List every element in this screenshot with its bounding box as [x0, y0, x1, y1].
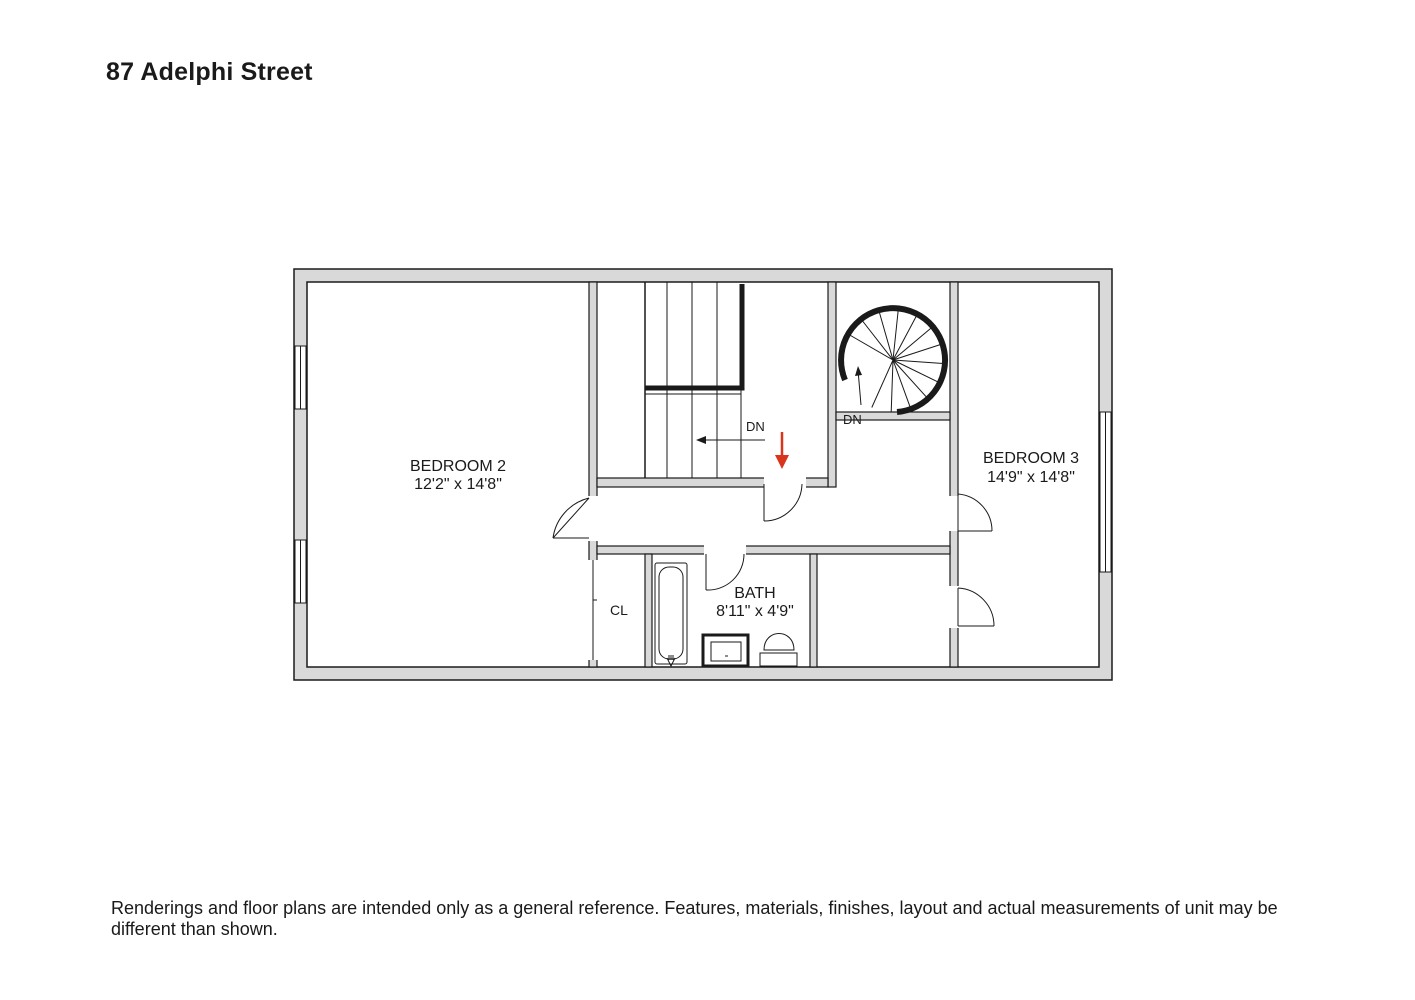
bedroom-2-name: BEDROOM 2: [409, 458, 507, 475]
bedroom-2-dimensions: 12'2" x 14'8": [414, 476, 502, 493]
bedroom-3-dimensions: 14'9" x 14'8": [987, 469, 1075, 486]
page-title: 87 Adelphi Street: [106, 58, 313, 86]
bath-dimensions: 8'11" x 4'9": [716, 603, 794, 620]
sink: [703, 635, 748, 666]
bedroom-3-name: BEDROOM 3: [982, 450, 1080, 467]
stairs-down-label: DN: [746, 419, 765, 434]
bathtub: [655, 563, 687, 666]
spiral-stairs-down-label: DN: [843, 412, 862, 427]
disclaimer-text: Renderings and floor plans are intended only as a general reference. Features, materials, finishes, layout and actual measurements of unit may be different than shown.: [111, 898, 1278, 939]
bath-name: BATH: [734, 585, 776, 602]
closet-label: CL: [610, 602, 628, 618]
